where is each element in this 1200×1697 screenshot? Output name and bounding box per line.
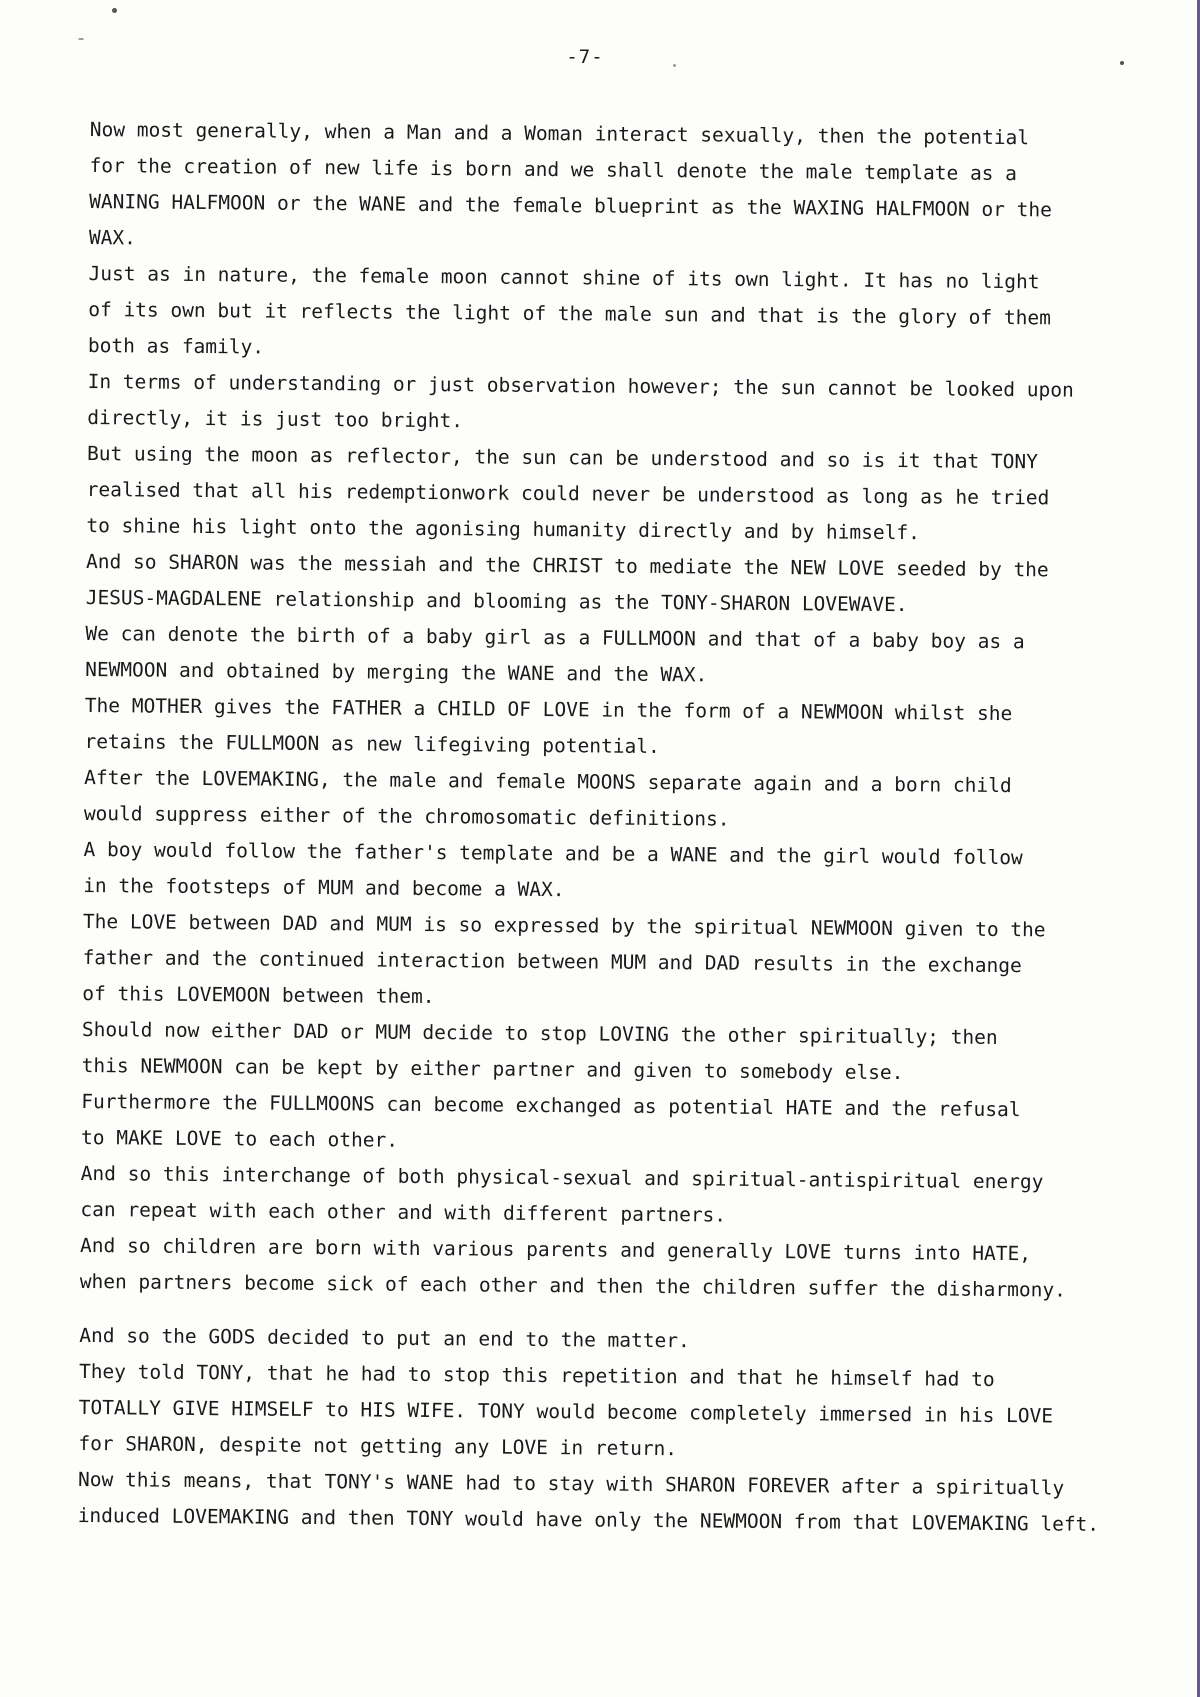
text-line: retains the FULLMOON as new lifegiving potential. xyxy=(84,729,660,758)
scan-speck xyxy=(1120,61,1124,65)
text-line: TOTALLY GIVE HIMSELF to HIS WIFE. TONY would become completely immersed in his LOVE xyxy=(78,1395,1054,1428)
text-line: In terms of understanding or just observation however; the sun cannot be looked upon xyxy=(87,369,1074,402)
text-line: We can denote the birth of a baby girl as a FULLMOON and that of a baby boy as a xyxy=(85,621,1025,654)
text-line: would suppress either of the chromosomatic definitions. xyxy=(83,801,730,831)
scan-speck xyxy=(78,38,84,40)
text-line: induced LOVEMAKING and then TONY would have only the NEWMOON from that LOVEMAKING left. xyxy=(77,1503,1100,1536)
text-line: for the creation of new life is born and we shall denote the male template as a xyxy=(89,153,1018,186)
text-line: The LOVE between DAD and MUM is so expressed by the spiritual NEWMOON given to the xyxy=(82,909,1046,942)
body-text xyxy=(78,112,1130,1543)
text-line: NEWMOON and obtained by merging the WANE and the WAX. xyxy=(85,657,708,687)
text-line: directly, it is just too bright. xyxy=(87,405,464,433)
scan-speck xyxy=(112,8,117,13)
text-line: And so this interchange of both physical-sexual and spiritual-antispiritual energy xyxy=(80,1161,1044,1194)
page-number: -7- xyxy=(566,46,604,68)
text-line: After the LOVEMAKING, the male and female MOONS separate again and a born child xyxy=(84,765,1012,798)
text-line: JESUS-MAGDALENE relationship and blooming as the TONY-SHARON LOVEWAVE. xyxy=(85,585,908,617)
text-line: And so children are born with various parents and generally LOVE turns into HATE, xyxy=(80,1233,1032,1266)
text-line: in the footsteps of MUM and become a WAX. xyxy=(83,873,565,902)
text-line: And so the GODS decided to put an end to the matter. xyxy=(79,1323,690,1353)
text-line: WANING HALFMOON or the WANE and the female blueprint as the WAXING HALFMOON or the xyxy=(89,189,1052,222)
text-line: can repeat with each other and with different partners. xyxy=(80,1197,727,1227)
text-line: Should now either DAD or MUM decide to stop LOVING the other spiritually; then xyxy=(81,1017,998,1049)
text-line: And so SHARON was the messiah and the CHRIST to mediate the NEW LOVE seeded by the xyxy=(85,549,1049,582)
text-line: to shine his light onto the agonising humanity directly and by himself. xyxy=(86,513,921,545)
text-line: But using the moon as reflector, the sun can be understood and so is it that TONY xyxy=(86,441,1039,474)
text-line: They told TONY, that he had to stop this repetition and that he himself had to xyxy=(78,1359,995,1391)
text-line: of its own but it reflects the light of the male sun and that is the glory of them xyxy=(88,297,1052,330)
text-line: both as family. xyxy=(87,333,265,359)
text-line: Now most generally, when a Man and a Woman interact sexually, then the potential xyxy=(89,117,1030,150)
text-line: A boy would follow the father's template and be a WANE and the girl would follow xyxy=(83,837,1023,870)
text-line: to MAKE LOVE to each other. xyxy=(80,1125,399,1152)
scan-speck xyxy=(673,64,676,67)
text-line: Furthermore the FULLMOONS can become exchanged as potential HATE and the refusal xyxy=(81,1089,1021,1122)
text-line: realised that all his redemptionwork could never be understood as long as he tried xyxy=(86,477,1050,510)
text-line: Just as in nature, the female moon cannot shine of its own light. It has no light xyxy=(88,261,1040,294)
text-line: when partners become sick of each other and then the children suffer the disharmony. xyxy=(79,1269,1067,1302)
text-line: WAX. xyxy=(88,225,136,250)
text-line: The MOTHER gives the FATHER a CHILD OF LOVE in the form of a NEWMOON whilst she xyxy=(84,693,1013,726)
text-line: Now this means, that TONY's WANE had to stay with SHARON FOREVER after a spiritually xyxy=(77,1467,1065,1500)
text-line: father and the continued interaction between MUM and DAD results in the exchange xyxy=(82,945,1022,978)
text-line: this NEWMOON can be kept by either partner and given to somebody else. xyxy=(81,1053,904,1085)
text-line: of this LOVEMOON between them. xyxy=(82,981,435,1009)
text-line: for SHARON, despite not getting any LOVE in return. xyxy=(78,1431,678,1461)
